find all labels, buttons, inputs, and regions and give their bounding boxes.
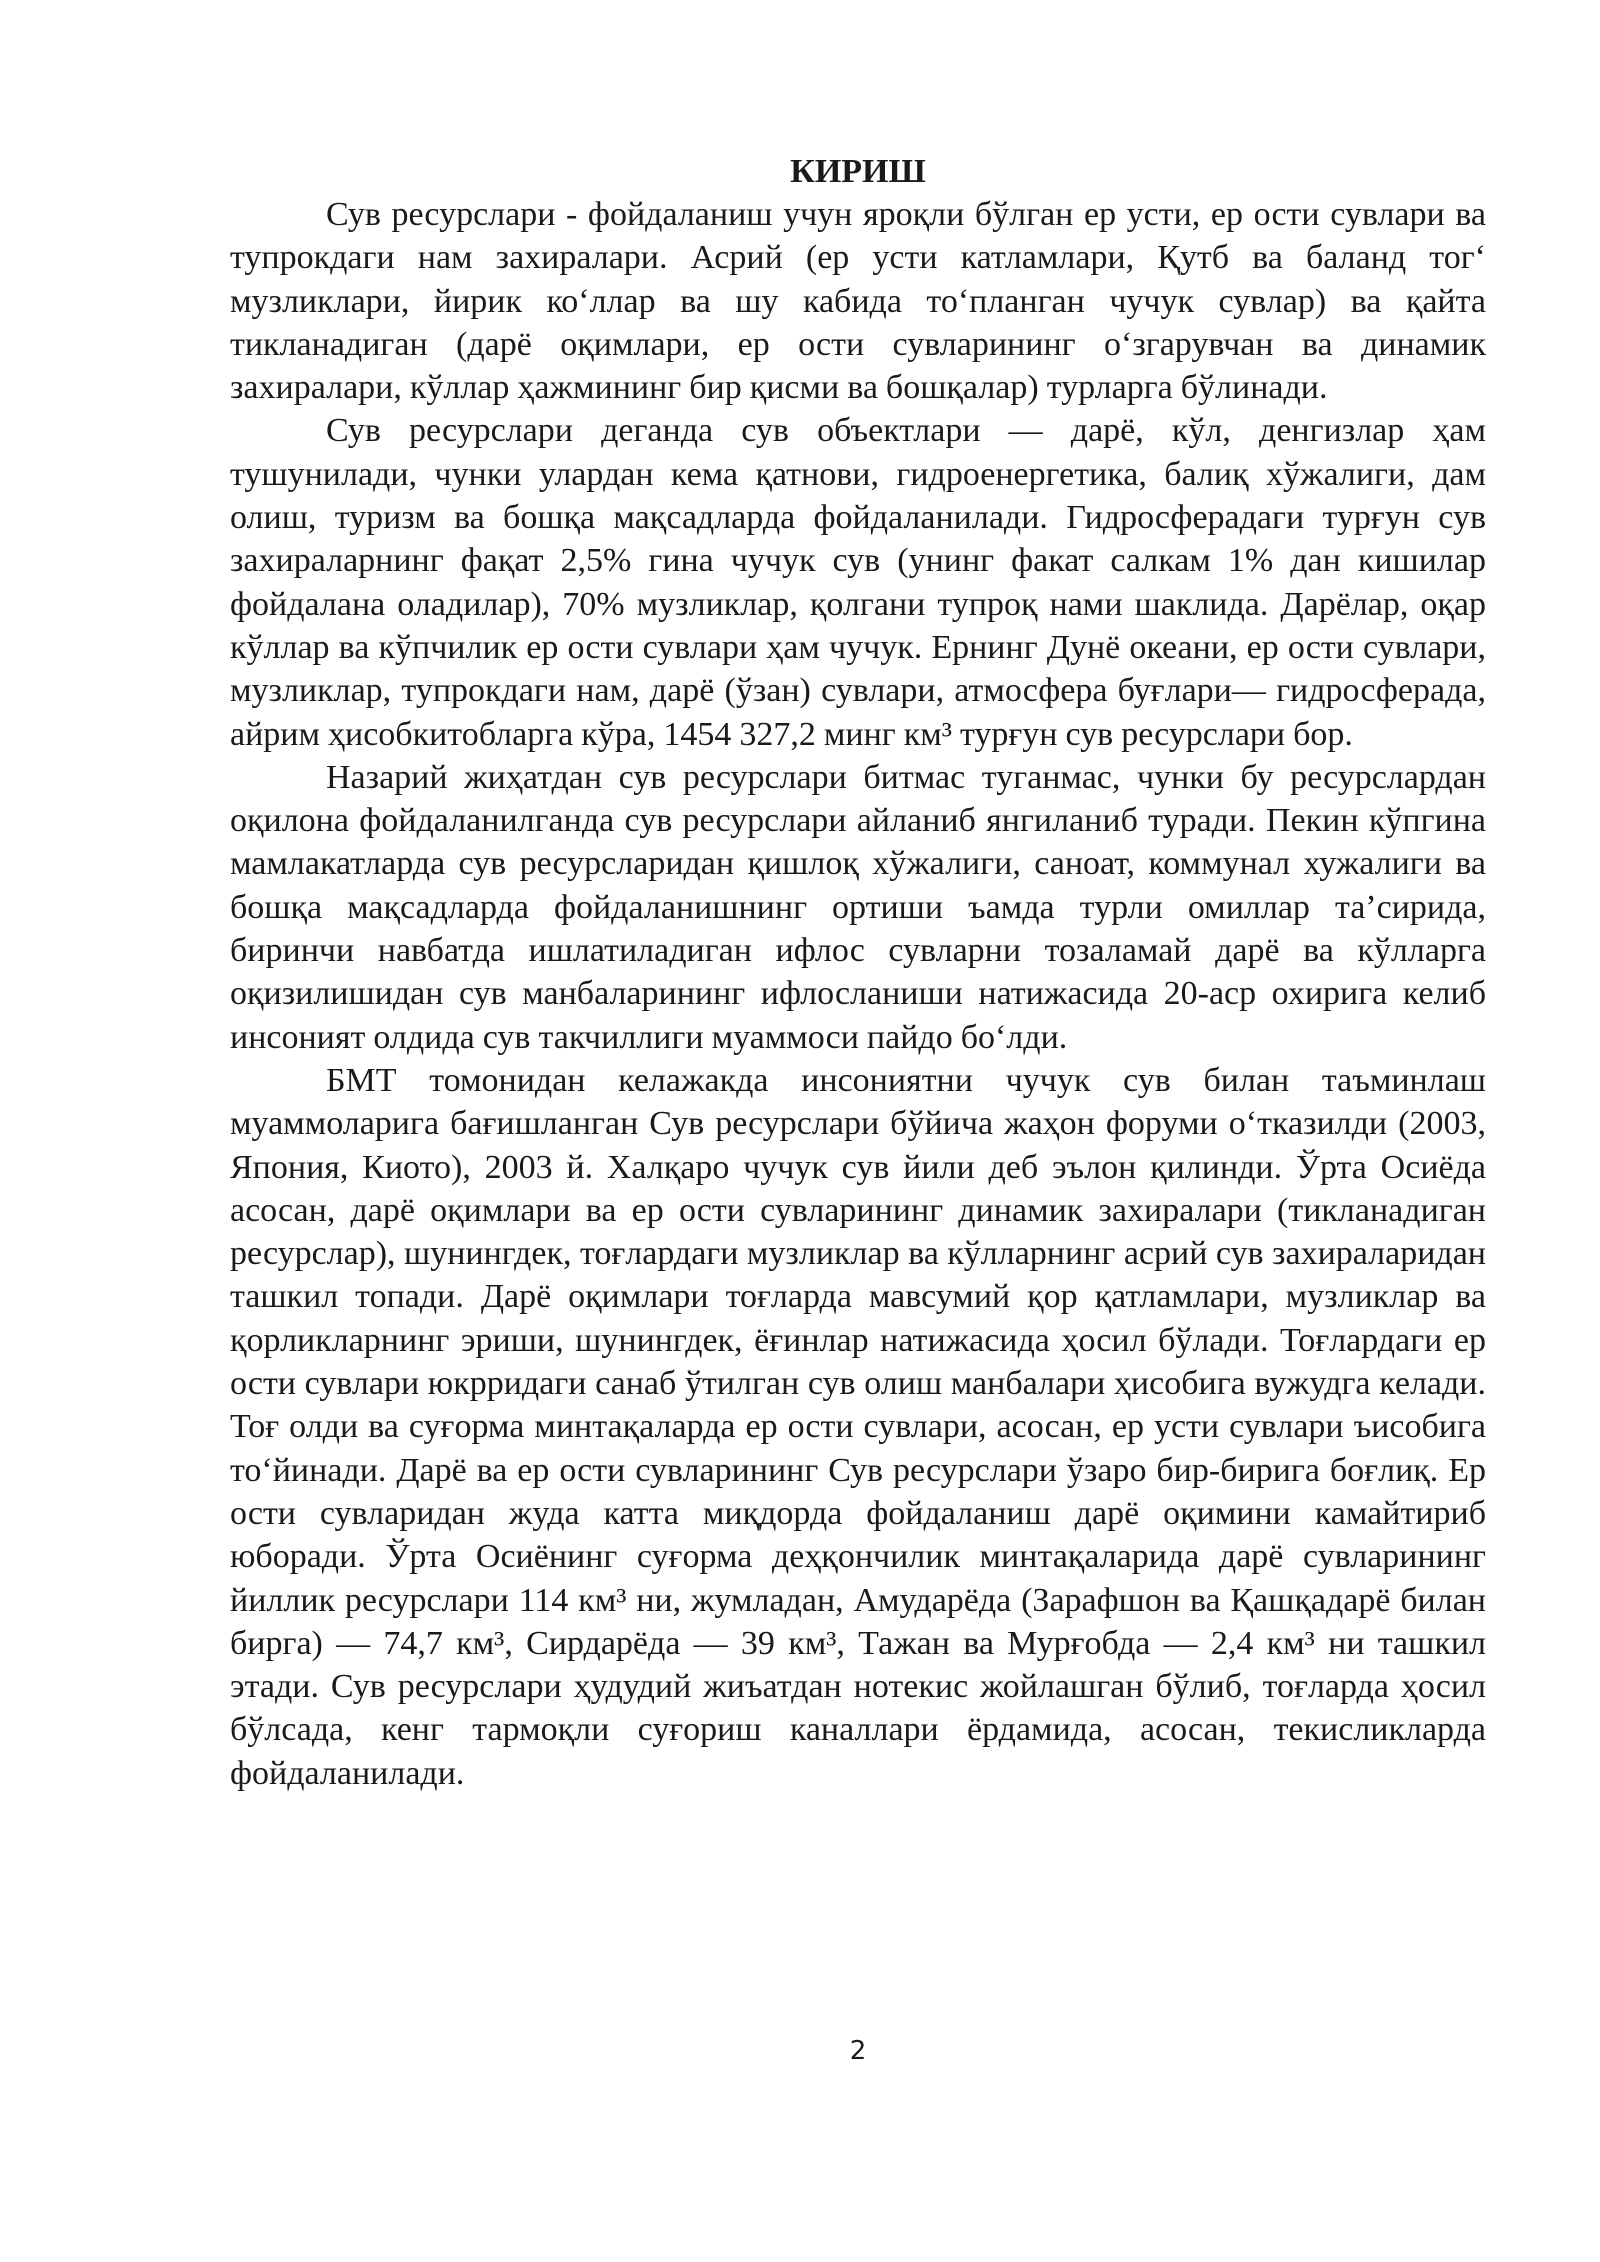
paragraph-3: Назарий жиҳатдан сув ресурслари битмас туганмас, чунки бу ресурслардан оқилона фойдаланилганда сув ресурслари айланиб янгиланиб туради. Пекин кўпгина мамлакатларда сув ресурсларидан қишлоқ хўжалиги, саноат, коммунал хужалиги ва бошқа мақсадларда фойдаланишнинг ортиши ъамда турли омиллар та’сирида, биринчи навбатда ишлатиладиган ифлос сувларни тозаламай дарё ва кўлларга оқизилишидан сув манбаларининг ифлосланиши натижасида 20-аср охирига келиб инсоният олдида сув такчиллиги муаммоси пайдо бо‘лди. bbox=[230, 758, 1486, 1056]
paragraph-1: Сув ресурслари - фойдаланиш учун яроқли бўлган ер усти, ер ости сувлари ва тупрокдаги нам захиралари. Асрий (ер усти катламлари, Қутб ва баланд тог‘ музликлари, йирик ко‘ллар ва шу кабида то‘планган чучук сувлар) ва қайта тикланадиган (дарё оқимлари, ер ости сувларининг о‘згарувчан ва динамик захиралари, кўллар ҳажмининг бир қисми ва бошқалар) турларга бўлинади. bbox=[230, 196, 1486, 407]
page-number: 2 bbox=[849, 2036, 867, 2066]
page-title: КИРИШ bbox=[790, 153, 926, 190]
paragraph-2: Сув ресурслари деганда сув объектлари — дарё, кўл, денгизлар ҳам тушунилади, чунки улардан кема қатнови, гидроенергетика, балиқ хўжалиги, дам олиш, туризм ва бошқа мақсадларда фойдаланилади. Гидросферадаги турғун сув захираларнинг фақат 2,5% гина чучук сув (унинг факат салкам 1% дан кишилар фойдалана оладилар), 70% музликлар, қолгани тупроқ нами шаклида. Дарёлар, оқар кўллар ва кўпчилик ер ости сувлари ҳам чучук. Ернинг Дунё океани, ер ости сувлари, музликлар, тупрокдаги нам, дарё (ўзан) сувлари, атмосфера буғлари— гидросферада, айрим ҳисобкитобларга кўра, 1454 327,2 минг км³ турғун сув ресурслари бор. bbox=[230, 412, 1486, 753]
paragraph-4: БМТ томонидан келажакда инсониятни чучук сув билан таъминлаш муаммоларига бағишланган Сув ресурслари бўйича жаҳон форуми о‘тказилди (2003, Япония, Киото), 2003 й. Халқаро чучук сув йили деб эълон қилинди. Ўрта Осиёда асосан, дарё оқимлари ва ер ости сувларининг динамик захиралари (тикланадиган ресурслар), шунингдек, тоғлардаги музликлар ва кўлларнинг асрий сув захираларидан ташкил топади. Дарё оқимлари тоғларда мавсумий қор қатламлари, музликлар ва қорликларнинг эриши, шунингдек, ёғинлар натижасида ҳосил бўлади. Тоғлардаги ер ости сувлари юкрридаги санаб ўтилган сув олиш манбалари ҳисобига вужудга келади. Тоғ олди ва суғорма минтақаларда ер ости сувлари, асосан, ер усти сувлари ъисобига то‘йинади. Дарё ва ер ости сувларининг Сув ресурслари ўзаро бир-бирига боғлиқ. Ер ости сувларидан жуда катта миқдорда фойдаланиш дарё оқимини камайтириб юборади. Ўрта Осиёнинг суғорма деҳқончилик минтақаларида дарё сувларининг йиллик ресурслари 114 км³ ни, жумладан, Амударёда (Зарафшон ва Қашқадарё билан бирга) — 74,7 км³, Сирдарёда — 39 км³, Тажан ва Мурғобда — 2,4 км³ ни ташкил этади. Сув ресурслари ҳудудий жиъатдан нотекис жойлашган бўлиб, тоғларда ҳосил бўлсада, кенг тармоқли суғориш каналлари ёрдамида, асосан, текисликларда фойдаланилади. bbox=[230, 1061, 1486, 1792]
document-body bbox=[230, 150, 1486, 1795]
